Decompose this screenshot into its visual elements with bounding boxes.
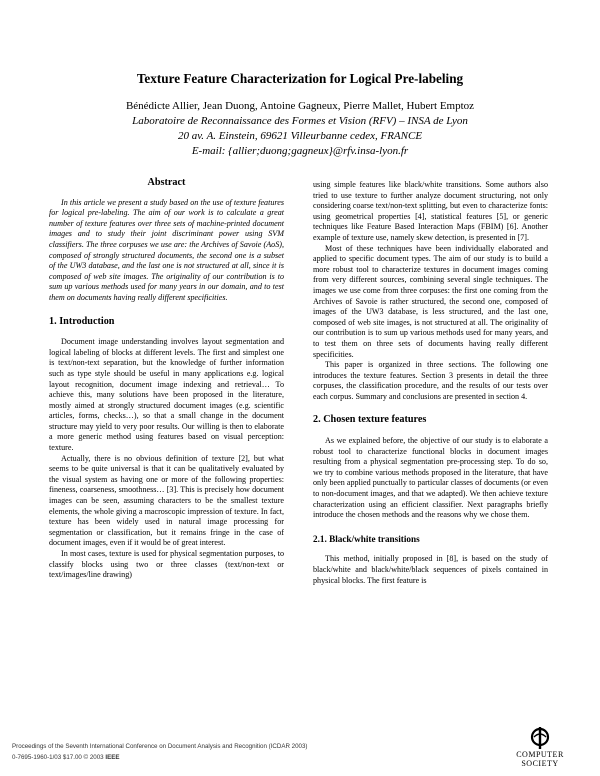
author-block [0, 99, 600, 159]
section-2-1-heading: 2.1. Black/white transitions [313, 533, 420, 544]
intro-paragraph: Actually, there is no obvious definition of texture [2], but what seems to be quite universal is that it can be qualitatively evaluated by the visual system as having one or more of the following properties: fineness, coarseness, smoothness… [3]. This is precisely how document images can be seen, assuming characters to be the smallest texture elements, the whole giving a macroscopic impression of texture. In fact, texture has been widely used in natural image processing for segmentation or classification, but it remains fringe in the case of document images, even if it would be of great interest. [49, 453, 284, 548]
right-column [313, 180, 548, 586]
author-names: Bénédicte Allier, Jean Duong, Antoine Gagneux, Pierre Mallet, Hubert Emptoz [125, 100, 475, 112]
intro-paragraph: Document image understanding involves layout segmentation and logical labeling of blocks at different levels. The first and simplest one is text/non-text separation, but the knowledge of further information such as type style should be useful in many applications e.g. logical layout recognition, document image indexing and retrieval… To achieve this, many solutions have been proposed in the literature, mostly aimed at strongly structured document images (e.g. scientific articles, forms, checks…), so that a small change in the document structure may yield to very poor results. Our willing is then to elaborate a more generic method using features based on visual perception: texture. [49, 337, 284, 453]
ieee-emblem-icon [530, 727, 550, 749]
logo-text-society: SOCIETY [521, 759, 559, 768]
footer-ieee: IEEE [105, 754, 120, 761]
page-footer [12, 741, 492, 763]
body-paragraph: Most of these techniques have been individually elaborated and applied to specific document types. The aim of our study is to build a more robust tool to characterize textures in document images coming from very different sources, combining several single techniques. The images we use come from three corpuses: the first one coming from the Archives of Savoie is rather structured, the second one, composed of images of the UW3 database, is less structured, and the last one, composed of web site images, is not structured at all. The originality of our contribution is to sum up various methods used for many years, and to test them on three sets of documents having really different specificities. [313, 243, 548, 359]
left-column [49, 178, 284, 581]
footer-isbn-text: 0-7695-1960-1/03 $17.00 © 2003 [12, 754, 104, 761]
section-1-heading: 1. Introduction [49, 315, 115, 327]
address: 20 av. A. Einstein, 69621 Villeurbanne cedex, FRANCE [177, 130, 423, 142]
footer-isbn [12, 752, 492, 763]
body-paragraph: This paper is organized in three sections. The following one introduces the texture features. Section 3 presents in detail the three corpuses, the classification procedure, and the results of our tests over each corpus. Summary and conclusions are presented in section 4. [313, 360, 548, 401]
affiliation: Laboratoire de Reconnaissance des Formes et Vision (RFV) – INSA de Lyon [132, 115, 468, 127]
abstract-section [49, 178, 284, 304]
body-paragraph: using simple features like black/white transitions. Some authors also tried to use texture to further analyze document structuring, not only considering coarse text/non-text splitting, but even to characterize fonts: using geometrical properties [4], statistical features [5], or generic techniques like Feature Based Interaction Maps (FBIM) [6]. Another example of texture use, namely skew detection, is presented in [7]. [313, 180, 548, 242]
intro-paragraph: In most cases, texture is used for physical segmentation purposes, to classify blocks using two or three classes (text/non-text or text/images/line drawing) [49, 549, 284, 580]
logo-text-computer: COMPUTER [516, 750, 564, 759]
section-2-1-text: This method, initially proposed in [8], is based on the study of black/white and black/white/black sequences of pixels contained in physical blocks. The first feature is [313, 554, 548, 585]
email: E-mail: {allier;duong;gagneux}@rfv.insa-lyon.fr [191, 145, 409, 157]
footer-proceedings: Proceedings of the Seventh International Conference on Document Analysis and Recognition (ICDAR 2003) [12, 743, 308, 750]
section-2-heading: 2. Chosen texture features [313, 414, 427, 426]
computer-society-logo [511, 727, 569, 773]
paper-title: Texture Feature Characterization for Logical Pre-labeling [136, 71, 464, 86]
abstract-heading: Abstract [147, 177, 186, 188]
abstract-text: In this article we present a study based on the use of texture features for logical pre-labeling. The aim of our work is to calculate a great number of texture features over three sets of machine-printed document images and to study their joint discriminant power using SVM classifiers. The three corpuses we use are: the Archives of Savoie (AoS), composed of strongly structured documents, the second one is a subset of the UW3 database, and the last one is not structured at all, since it is composed of web site images. The originality of our contribution is to sum up various methods used for many years in our domain, and to test them on documents having really different specificities. [49, 197, 284, 302]
section-2-text: As we explained before, the objective of our study is to elaborate a robust tool to characterize functional blocks in document images resulting from a physical segmentation pre-processing step. To do so, we try to combine various methods proposed in the literature, that have only been applied punctually to particular classes of documents (or even to non-document images, and that we adapted). We then achieve texture characterization using an efficient classifier. Next paragraphs briefly introduce the chosen methods and the reasons why we chose them. [313, 436, 548, 520]
